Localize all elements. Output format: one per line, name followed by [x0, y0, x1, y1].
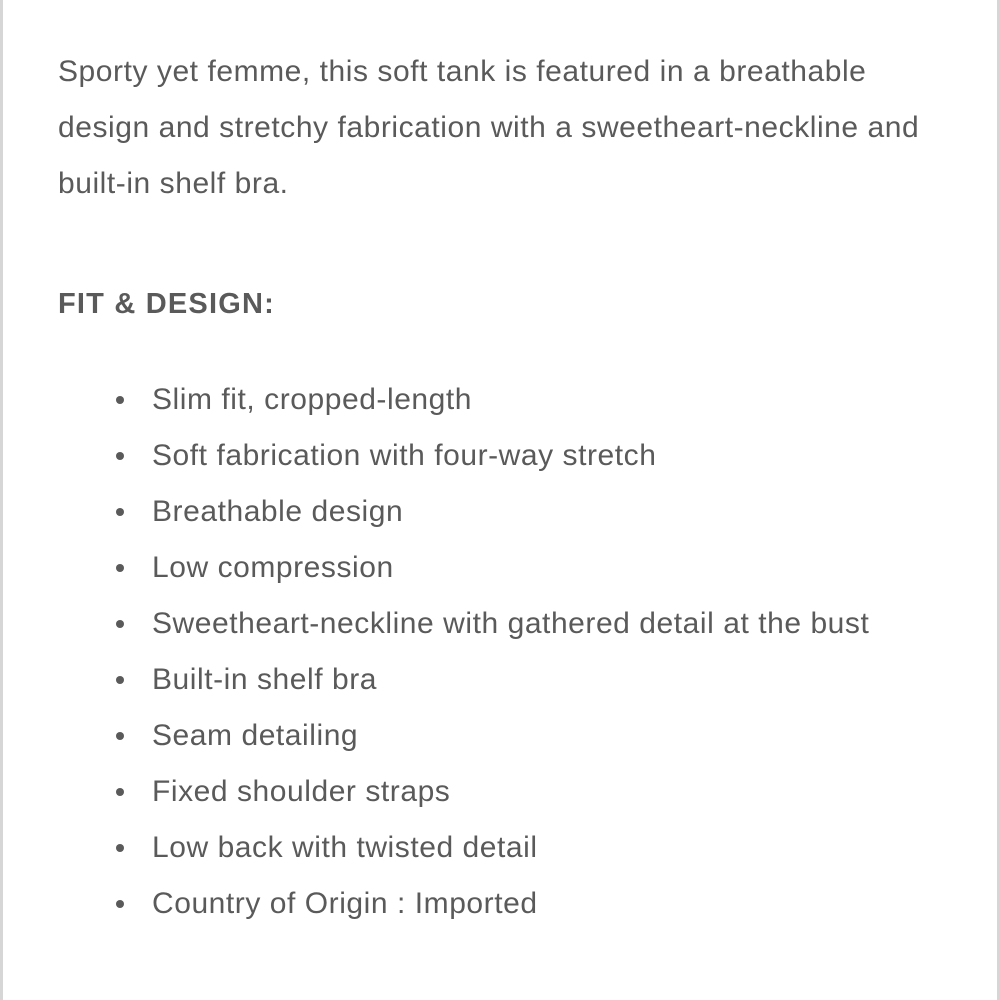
- list-item: [152, 820, 952, 876]
- list-item-label: Fixed shoulder straps: [152, 775, 451, 808]
- list-item: [152, 484, 952, 540]
- list-item-label: Low compression: [152, 551, 394, 584]
- feature-list: [58, 372, 952, 932]
- list-item: [152, 876, 952, 932]
- list-item-label: Breathable design: [152, 495, 404, 528]
- product-description: [58, 44, 938, 920]
- list-item-label: Sweetheart-neckline with gathered detail at the bust: [152, 607, 870, 640]
- bullet-icon: [116, 620, 124, 628]
- list-item: [152, 540, 952, 596]
- intro-paragraph: Sporty yet femme, this soft tank is featured in a breathable design and stretchy fabrication with a sweetheart-neckline and built-in shelf bra.: [58, 55, 920, 200]
- list-item-label: Country of Origin : Imported: [152, 887, 538, 920]
- list-item: [152, 372, 952, 428]
- bullet-icon: [116, 676, 124, 684]
- bullet-icon: [116, 564, 124, 572]
- list-item-label: Slim fit, cropped-length: [152, 383, 473, 416]
- bullet-icon: [116, 788, 124, 796]
- list-item-label: Soft fabrication with four-way stretch: [152, 439, 657, 472]
- bullet-icon: [116, 844, 124, 852]
- list-item: [152, 764, 952, 820]
- bullet-icon: [116, 900, 124, 908]
- bullet-icon: [116, 732, 124, 740]
- list-item-label: Built-in shelf bra: [152, 663, 377, 696]
- list-item: [152, 652, 952, 708]
- list-item: [152, 428, 952, 484]
- list-item: [152, 596, 952, 652]
- list-item: [152, 708, 952, 764]
- bullet-icon: [116, 508, 124, 516]
- bullet-icon: [116, 396, 124, 404]
- list-item-label: Low back with twisted detail: [152, 831, 538, 864]
- list-item-label: Seam detailing: [152, 719, 359, 752]
- bullet-icon: [116, 452, 124, 460]
- fit-design-heading: FIT & DESIGN:: [58, 288, 275, 320]
